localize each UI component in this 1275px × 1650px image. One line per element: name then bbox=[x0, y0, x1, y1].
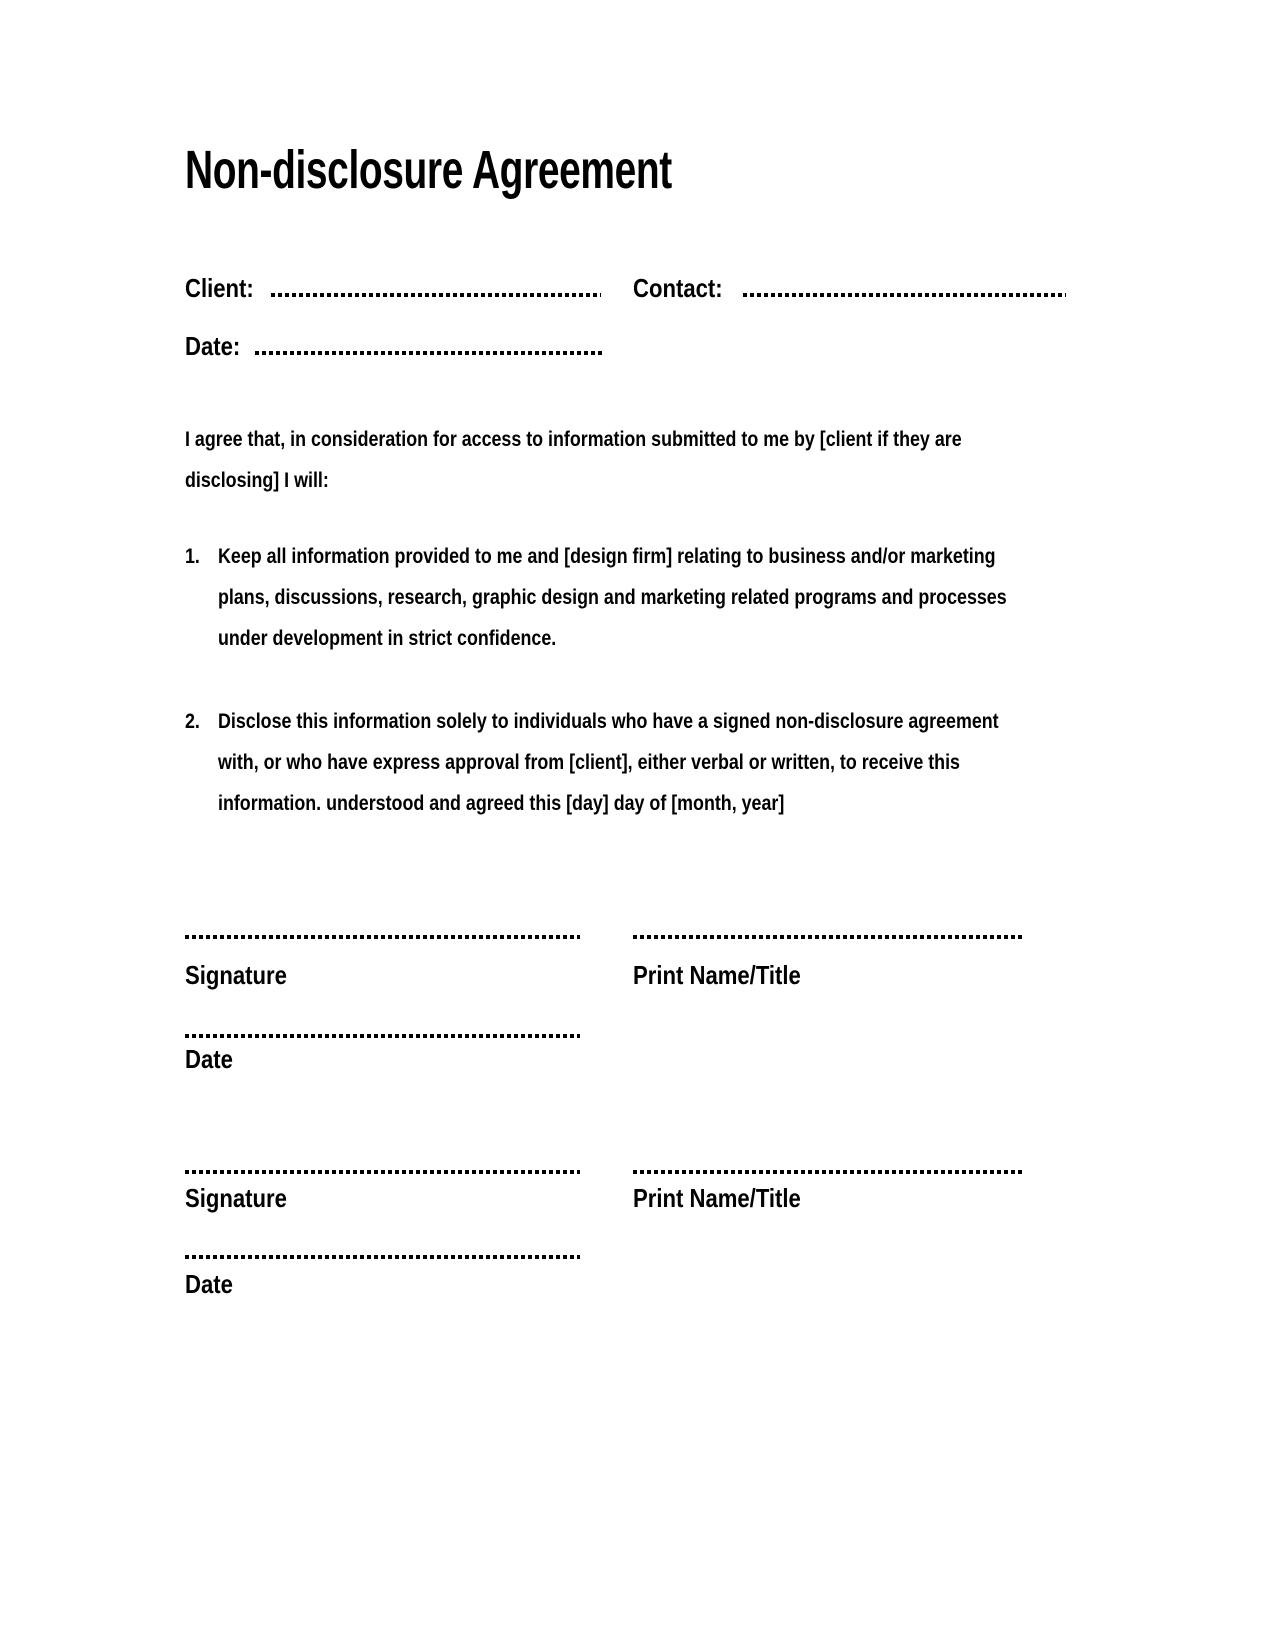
intro-paragraph-line: I agree that, in consideration for access to information submitted to me by [client if they are bbox=[185, 428, 962, 451]
signature-label-2: Signature bbox=[185, 1183, 287, 1213]
print-name-line-2[interactable] bbox=[633, 1170, 1023, 1174]
list-item-2-line: information. understood and agreed this [day] day of [month, year] bbox=[218, 792, 785, 815]
intro-paragraph-line: disclosing] I will: bbox=[185, 469, 329, 492]
intro-paragraph bbox=[185, 419, 1099, 501]
contact-field-label: Contact: bbox=[633, 273, 723, 303]
date-line-1[interactable] bbox=[185, 1034, 580, 1038]
print-name-line-1[interactable] bbox=[633, 935, 1023, 939]
list-item-1-line: plans, discussions, research, graphic design and marketing related programs and processes bbox=[218, 586, 1007, 609]
date-label-1: Date bbox=[185, 1044, 233, 1074]
date-field bbox=[185, 330, 602, 362]
document-title: Non-disclosure Agreement bbox=[185, 140, 672, 200]
list-item-1-line: Keep all information provided to me and [design firm] relating to business and/or marketing bbox=[218, 545, 996, 568]
date-field-label: Date: bbox=[185, 331, 241, 361]
print-name-label-1: Print Name/Title bbox=[633, 960, 801, 990]
list-item-1-line: under development in strict confidence. bbox=[218, 627, 557, 650]
contact-field-blank[interactable] bbox=[743, 293, 1066, 297]
date-label-2: Date bbox=[185, 1269, 233, 1299]
contact-field bbox=[633, 272, 1066, 304]
signature-line-1[interactable] bbox=[185, 935, 580, 939]
client-field-blank[interactable] bbox=[271, 293, 601, 297]
date-line-2[interactable] bbox=[185, 1255, 580, 1259]
signature-line-2[interactable] bbox=[185, 1170, 580, 1174]
print-name-label-2: Print Name/Title bbox=[633, 1183, 801, 1213]
list-item-1 bbox=[185, 536, 1146, 659]
client-field-label: Client: bbox=[185, 273, 254, 303]
list-item-2-number: 2. bbox=[185, 710, 200, 733]
list-item-1-number: 1. bbox=[185, 545, 200, 568]
signature-label-1: Signature bbox=[185, 960, 287, 990]
list-item-2 bbox=[185, 701, 1136, 824]
client-field bbox=[185, 272, 601, 304]
list-item-2-line: with, or who have express approval from [client], either verbal or written, to receive this bbox=[218, 751, 960, 774]
date-field-blank[interactable] bbox=[255, 351, 602, 355]
list-item-2-line: Disclose this information solely to individuals who have a signed non-disclosure agreement bbox=[218, 710, 999, 733]
